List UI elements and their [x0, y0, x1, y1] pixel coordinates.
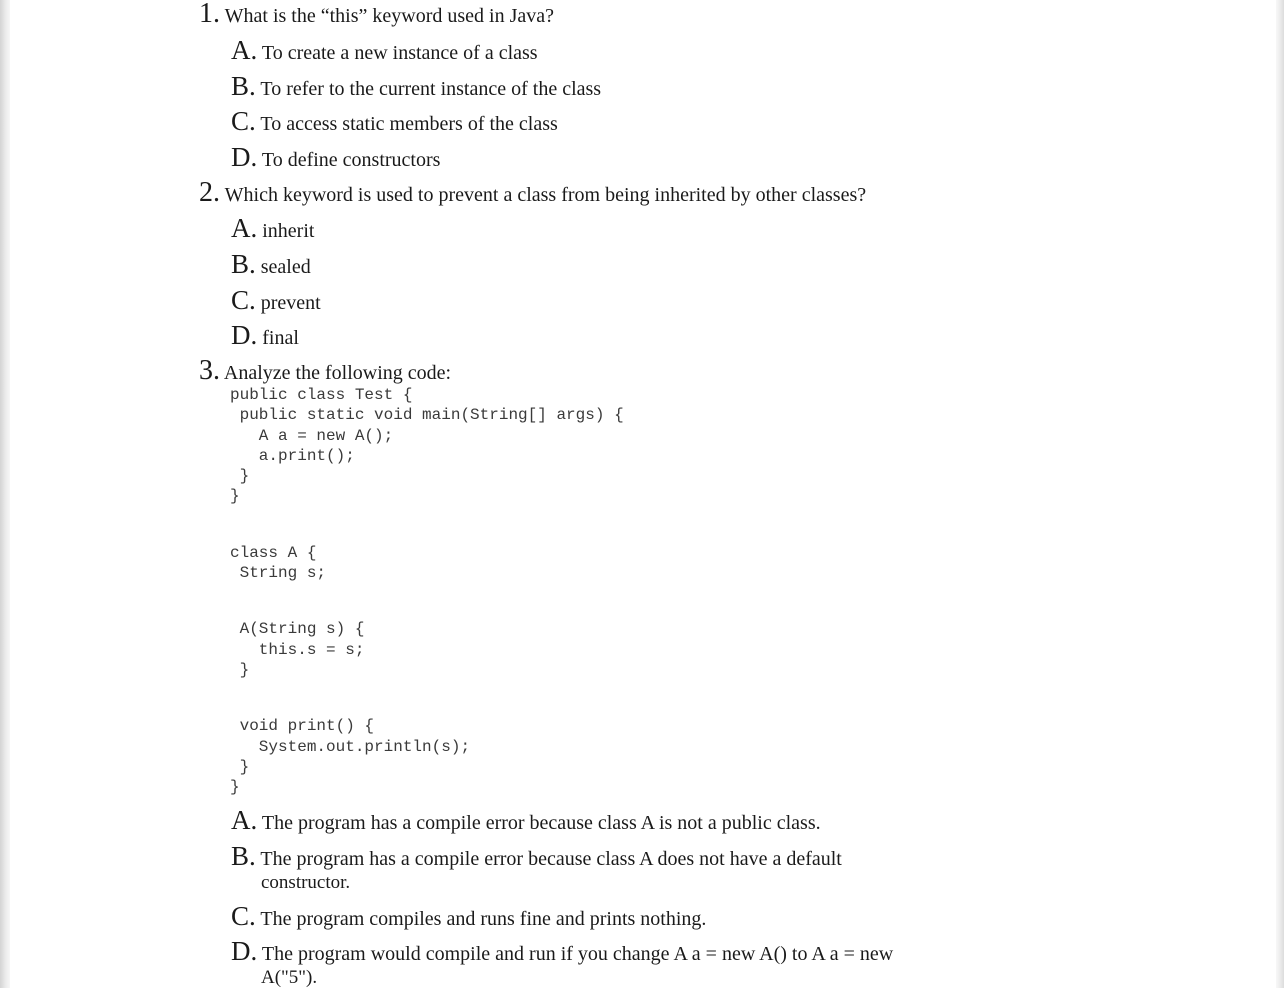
code-line: String s; [230, 564, 327, 582]
question-number: 1. [199, 0, 220, 29]
question-3-option-a [231, 805, 821, 835]
question-3-option-b [231, 841, 842, 871]
option-letter: B. [231, 841, 256, 871]
code-line: A(String s) { [230, 620, 365, 638]
question-2-option-d [231, 320, 299, 350]
question-2 [199, 177, 867, 208]
question-3-option-d [231, 936, 894, 966]
code-line: System.out.println(s); [230, 738, 471, 756]
code-line: void print() { [230, 717, 375, 735]
question-number: 3. [199, 355, 220, 386]
code-line: public class Test { [230, 386, 413, 404]
question-1-option-d [231, 142, 441, 172]
option-letter: A. [231, 35, 258, 65]
code-line: } [230, 487, 240, 505]
code-line: public static void main(String[] args) { [230, 406, 624, 424]
code-line: this.s = s; [230, 641, 365, 659]
option-text: To define constructors [261, 149, 441, 171]
page-edge-right [1276, 0, 1284, 988]
option-text: The program compiles and runs fine and prints nothing. [260, 908, 707, 930]
option-letter: D. [231, 320, 258, 350]
option-text: sealed [260, 256, 311, 278]
option-continuation: constructor. [261, 872, 351, 893]
option-text: The program has a compile error because class A does not have a default [260, 848, 842, 870]
code-line: } [230, 467, 250, 485]
option-letter: A. [231, 213, 258, 243]
question-1-option-c [231, 106, 558, 136]
option-continuation: A("5"). [261, 967, 318, 988]
question-2-option-a [231, 213, 315, 243]
option-text: To access static members of the class [260, 113, 558, 135]
question-text: Analyze the following code: [223, 362, 452, 384]
question-1 [199, 2, 554, 28]
option-letter: C. [231, 901, 256, 931]
code-line: A a = new A(); [230, 427, 394, 445]
option-letter: D. [231, 936, 258, 966]
question-2-option-b [231, 249, 311, 279]
option-letter: A. [231, 805, 258, 835]
option-letter: C. [231, 285, 256, 315]
code-line: } [230, 661, 250, 679]
question-text: Which keyword is used to prevent a class from being inherited by other classes? [224, 184, 867, 206]
option-text: To refer to the current instance of the class [260, 78, 602, 100]
question-1-option-b [231, 71, 602, 101]
option-text: prevent [260, 292, 321, 314]
option-letter: D. [231, 142, 258, 172]
question-2-option-c [231, 285, 321, 315]
question-text: What is the “this” keyword used in Java? [224, 5, 554, 27]
option-text: final [262, 327, 299, 349]
code-line: } [230, 778, 240, 796]
code-line: } [230, 758, 250, 776]
option-letter: B. [231, 71, 256, 101]
option-text: To create a new instance of a class [261, 42, 538, 64]
question-number: 2. [199, 177, 220, 208]
option-text: inherit [262, 220, 315, 242]
question-3 [199, 355, 452, 386]
code-line: class A { [230, 544, 317, 562]
option-text: The program has a compile error because class A is not a public class. [261, 812, 821, 834]
code-line: a.print(); [230, 447, 355, 465]
option-letter: C. [231, 106, 256, 136]
option-letter: B. [231, 249, 256, 279]
question-3-option-c [231, 901, 707, 931]
option-text: The program would compile and run if you change A a = new A() to A a = new [261, 943, 894, 965]
page-edge-left [0, 0, 10, 988]
question-1-option-a [231, 35, 538, 65]
